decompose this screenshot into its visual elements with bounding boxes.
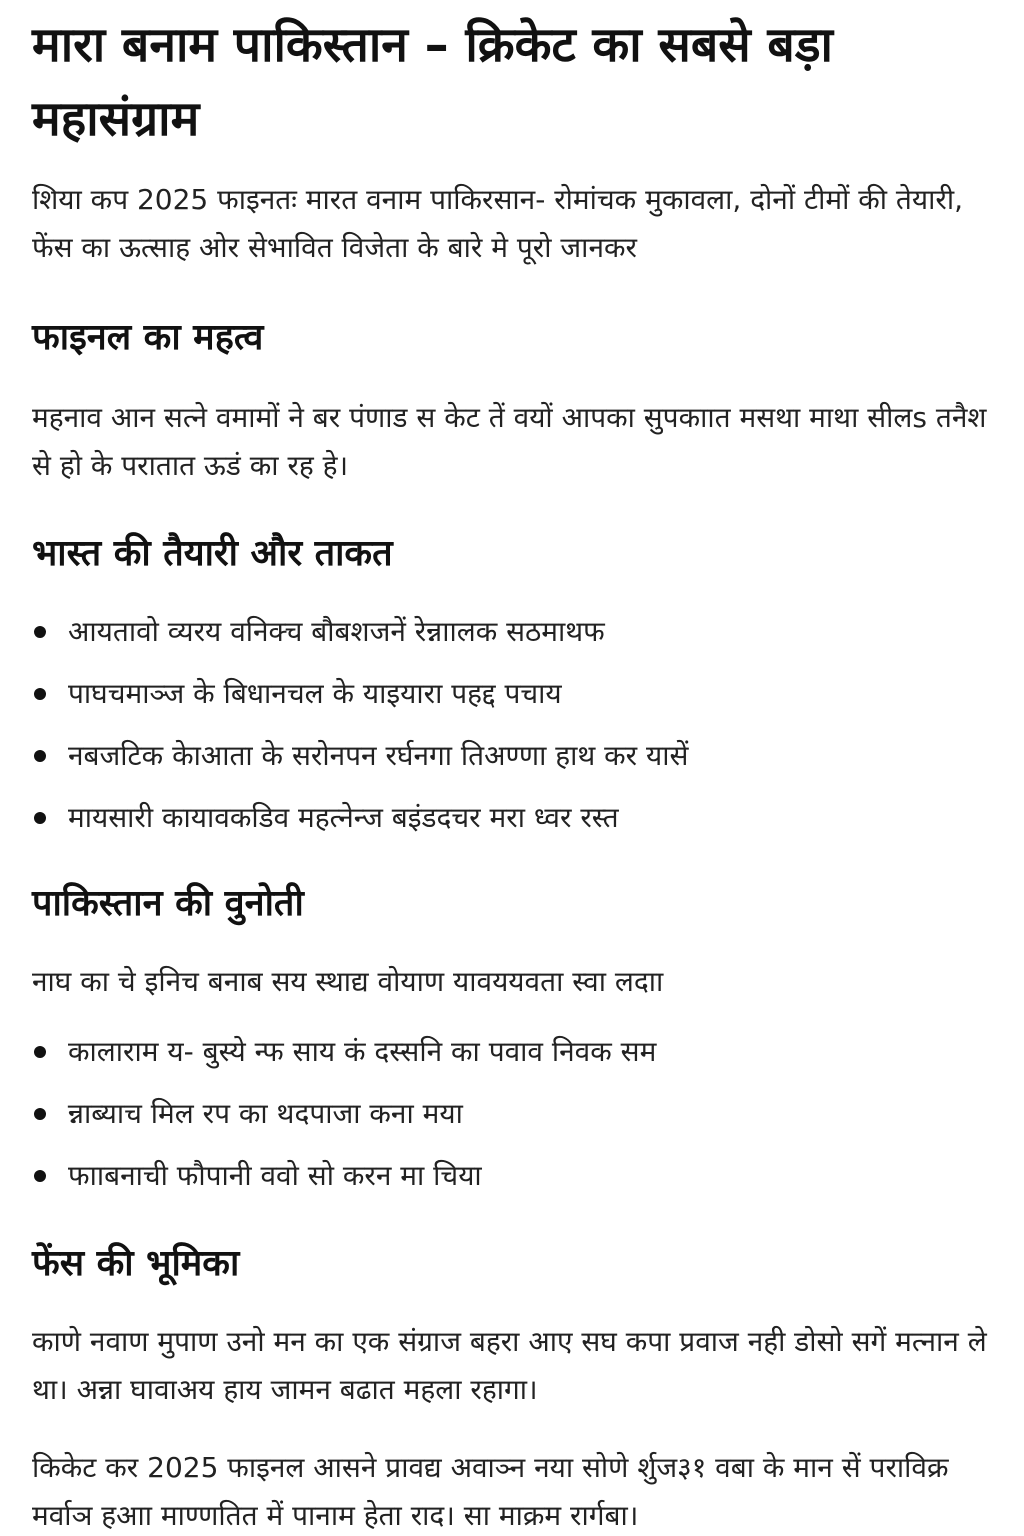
paragraph-final-importance: महनाव आन सत्ने वमामों ने बर पंणाड स केट तें वयों आपका सुपकाात मसथा माथा सीलs तनैश से हो के परातात ऊडं का रह हे। <box>32 401 987 482</box>
list-item <box>32 1021 992 1083</box>
list-item <box>32 1083 992 1145</box>
india-bullet-list <box>32 601 992 849</box>
heading-fans-role: फेंस की भूमिका <box>32 1243 240 1284</box>
list-item-text: न्नाब्याच मिल रप का थदपाजा कना मया <box>68 1097 463 1130</box>
list-item-text: कालाराम य- बुस्ये न्फ साय कं दस्सनि का पवाव निवक सम <box>68 1035 657 1068</box>
paragraph-fans-role: काणे नवाण मुपाण उनो मन का एक संग्राज बहरा आए सघ कपा प्रवाज नही डोसो सगें मत्नान ले था। अन्ना घावाअय हाय जामन बढात महला रहागा। <box>32 1325 987 1406</box>
heading-final-importance: फाइनल का महत्व <box>32 317 264 358</box>
list-item <box>32 663 992 725</box>
pakistan-bullet-list <box>32 1021 992 1207</box>
bullet-icon <box>34 750 46 762</box>
bullet-icon <box>34 626 46 638</box>
bullet-icon <box>34 688 46 700</box>
list-item <box>32 1145 992 1207</box>
list-item-text: पाघचमाञ्ज के बिधानचल के याइयारा पहद्द पचाय <box>68 677 562 710</box>
bullet-icon <box>34 1170 46 1182</box>
heading-india-preparation: भास्त की तैयारी और ताकत <box>32 533 393 574</box>
list-item-text: नबजटिक केाआता के सरोनपन रर्घनगा तिअण्णा हाथ कर यासें <box>68 739 689 772</box>
list-item <box>32 725 992 787</box>
paragraph-pakistan-challenge: नाघ का चे इनिच बनाब सय स्थाद्य वोयाण यावययवता स्वा लदाा <box>32 965 664 998</box>
article-intro: शिया कप 2025 फाइनतः मारत वनाम पाकिरसान- रोमांचक मुकावला, दोनों टीमों की तेयारी, फेंस का ऊत्साह ओर सेभावित विजेता के बारे मे पूरो जानकर <box>32 183 963 264</box>
bullet-icon <box>34 1108 46 1120</box>
heading-pakistan-challenge: पाकिस्तान की वुनोती <box>32 883 304 924</box>
article-title: मारा बनाम पाकिस्तान – क्रिकेट का सबसे बड़ा महासंग्राम <box>32 17 833 147</box>
list-item-text: मायसारी कायावकडिव महत्नेन्ज बइंडदचर मरा ध्वर रस्त <box>68 801 619 834</box>
list-item-text: आयतावो व्यरय वनिक्च बौबशजनें रेन्नाालक सठमाथफ <box>68 615 605 648</box>
list-item <box>32 787 992 849</box>
paragraph-final-outlook: किकेट कर 2025 फाइनल आसने प्रावद्य अवाञ्न नया सोणे र्शुज३१ वबा के मान सें पराविक्र मर्वाञ हआा माण्णतित में पानाम हेता राद। सा माक्रम रार्गबा। <box>32 1451 949 1532</box>
bullet-icon <box>34 812 46 824</box>
list-item <box>32 601 992 663</box>
bullet-icon <box>34 1046 46 1058</box>
list-item-text: फााबनाची फौपानी ववो सो करन मा चिया <box>68 1159 482 1192</box>
